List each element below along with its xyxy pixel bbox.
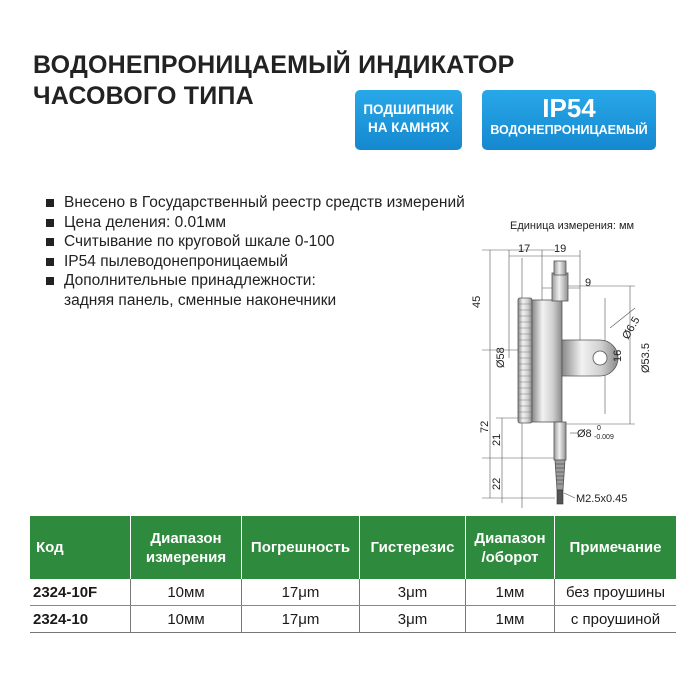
dim-21: 21 bbox=[491, 433, 503, 446]
cell-hysteresis: 3μm bbox=[360, 606, 466, 633]
header-rev-line-2: /оборот bbox=[481, 548, 539, 566]
header-code: Код bbox=[30, 516, 131, 579]
table-row bbox=[30, 606, 676, 633]
feature-item bbox=[40, 271, 465, 291]
cell-range: 10мм bbox=[131, 579, 242, 606]
feature-item-continuation bbox=[40, 291, 465, 311]
cell-hysteresis: 3μm bbox=[360, 579, 466, 606]
cell-code: 2324-10 bbox=[30, 606, 131, 633]
ip54-badge-title: IP54 bbox=[542, 93, 596, 123]
dim-45: 45 bbox=[471, 295, 483, 308]
header-range bbox=[131, 516, 242, 579]
ip54-badge-subtitle: ВОДОНЕПРОНИЦАЕМЫЙ bbox=[490, 123, 648, 137]
cell-accuracy: 17μm bbox=[242, 606, 360, 633]
feature-item bbox=[40, 252, 465, 272]
header-rev-line-1: Диапазон bbox=[474, 529, 546, 547]
bearing-badge-line-2: НА КАМНЯХ bbox=[368, 120, 449, 135]
dim-19: 19 bbox=[554, 243, 567, 255]
header-note: Примечание bbox=[555, 516, 677, 579]
bullet-icon bbox=[46, 219, 54, 227]
feature-text: Внесено в Государственный реестр средств измерений bbox=[64, 194, 465, 211]
feature-list bbox=[40, 193, 465, 310]
feature-item bbox=[40, 193, 465, 213]
header-range-line-1: Диапазон bbox=[150, 529, 222, 547]
cell-note: с проушиной bbox=[555, 606, 677, 633]
dim-16: 16 bbox=[612, 349, 624, 362]
feature-item bbox=[40, 213, 465, 233]
dim-8: Ø8 bbox=[577, 428, 592, 440]
feature-text: Дополнительные принадлежности: bbox=[64, 272, 316, 289]
title-line-2: ЧАСОВОГО ТИПА bbox=[33, 82, 254, 110]
feature-text: задняя панель, сменные наконечники bbox=[64, 291, 337, 309]
dim-17: 17 bbox=[518, 243, 531, 255]
ip54-badge bbox=[482, 90, 656, 150]
cell-code: 2324-10F bbox=[30, 579, 131, 606]
title-line-1: ВОДОНЕПРОНИЦАЕМЫЙ ИНДИКАТОР bbox=[33, 51, 515, 79]
dim-6-5: Ø6.5 bbox=[620, 314, 643, 342]
unit-label: Единица измерения: мм bbox=[510, 220, 635, 232]
header-range-line-2: измерения bbox=[145, 548, 227, 566]
dim-58: Ø58 bbox=[495, 347, 507, 368]
dim-53-5: Ø53.5 bbox=[640, 343, 652, 373]
table-header-row bbox=[30, 516, 676, 579]
dim-8-tol-up: 0 bbox=[597, 425, 601, 432]
dim-72: 72 bbox=[479, 420, 491, 433]
cell-accuracy: 17μm bbox=[242, 579, 360, 606]
cell-revolution: 1мм bbox=[466, 606, 555, 633]
dim-8-tol-low: -0.009 bbox=[594, 434, 614, 441]
jewel-bearing-badge bbox=[355, 90, 462, 150]
bullet-icon bbox=[46, 238, 54, 246]
cell-note: без проушины bbox=[555, 579, 677, 606]
header-accuracy: Погрешность bbox=[242, 516, 360, 579]
feature-text: Цена деления: 0.01мм bbox=[64, 213, 227, 231]
feature-text: Считывание по круговой шкале 0-100 bbox=[64, 233, 335, 250]
spec-table bbox=[30, 516, 676, 633]
dim-thread: M2.5x0.45 bbox=[576, 493, 628, 505]
bullet-icon bbox=[46, 199, 54, 207]
feature-item bbox=[40, 232, 465, 252]
bullet-icon bbox=[46, 277, 54, 285]
header-revolution bbox=[466, 516, 555, 579]
table-row bbox=[30, 579, 676, 606]
bearing-badge-line-1: ПОДШИПНИК bbox=[363, 102, 454, 117]
cell-revolution: 1мм bbox=[466, 579, 555, 606]
bullet-icon bbox=[46, 258, 54, 266]
indicator-drawing bbox=[460, 228, 670, 513]
dim-9: 9 bbox=[585, 277, 592, 289]
dim-22: 22 bbox=[491, 477, 503, 490]
cell-range: 10мм bbox=[131, 606, 242, 633]
header-hysteresis: Гистерезис bbox=[360, 516, 466, 579]
feature-text: IP54 пылеводонепроницаемый bbox=[64, 252, 289, 270]
